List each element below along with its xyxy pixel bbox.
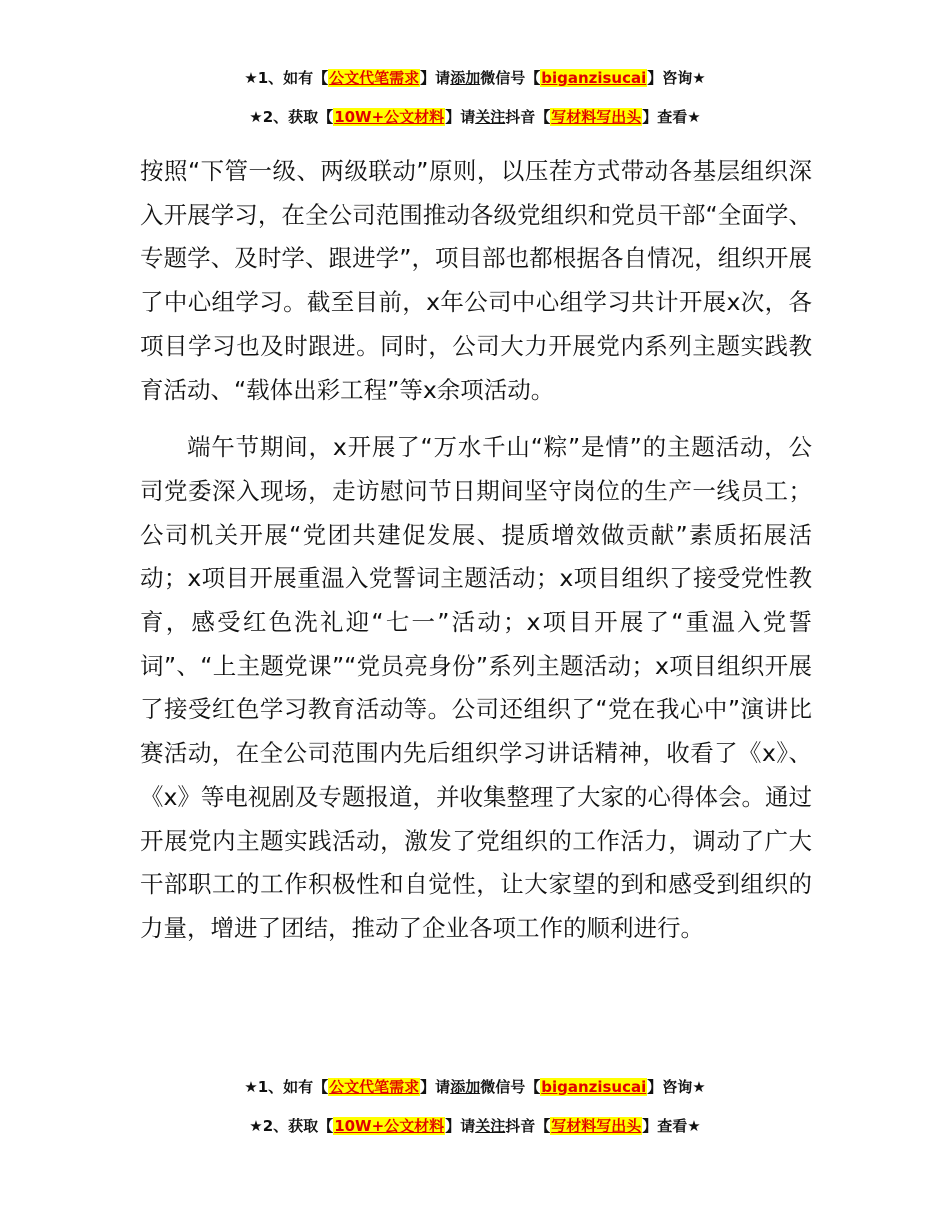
banner-highlight: 写材料写出头 [551, 108, 642, 126]
banner-highlight: biganzisucai [541, 69, 647, 87]
header-banner-line-2 [0, 107, 950, 127]
footer-banner-line-1 [0, 1077, 950, 1097]
banner-text: 微信号【 [480, 1078, 541, 1096]
body-paragraph-1: 按照“下管一级、两级联动”原则，以压茬方式带动各基层组织深入开展学习，在全公司范围推动各级党组织和党员干部“全面学、专题学、及时学、跟进学”，项目部也都根据各自情况，组织开展了中心组学习。截至目前，x年公司中心组学习共计开展x次，各项目学习也及时跟进。同时，公司大力开展党内系列主题实践教育活动、“载体出彩工程”等x余项活动。 [140, 157, 812, 404]
banner-text: 】请 [445, 1117, 476, 1135]
document-body [140, 150, 812, 951]
banner-text: 抖音【 [505, 1117, 551, 1135]
banner-highlight: 10W+公文材料 [334, 1117, 445, 1135]
banner-highlight: 公文代笔需求 [329, 1078, 420, 1096]
banner-underline: 添加 [450, 1078, 481, 1096]
banner-text: 微信号【 [480, 69, 541, 87]
banner-text: 抖音【 [505, 108, 551, 126]
banner-highlight: 公文代笔需求 [329, 69, 420, 87]
banner-text: 】咨询★ [647, 1078, 706, 1096]
banner-highlight: 10W+公文材料 [334, 108, 445, 126]
banner-underline: 添加 [450, 69, 481, 87]
banner-text: ★2、获取【 [249, 108, 334, 126]
body-paragraph-2: 端午节期间，x开展了“万水千山“粽”是情”的主题活动，公司党委深入现场，走访慰问节日期间坚守岗位的生产一线员工；公司机关开展“党团共建促发展、提质增效做贡献”素质拓展活动；x项目开展重温入党誓词主题活动；x项目组织了接受党性教育，感受红色洗礼迎“七一”活动；x项目开展了“重温入党誓词”、“上主题党课”“党员亮身份”系列主题活动；x项目组织开展了接受红色学习教育活动等。公司还组织了“党在我心中”演讲比赛活动，在全公司范围内先后组织学习讲话精神，收看了《x》、《x》等电视剧及专题报道，并收集整理了大家的心得体会。通过开展党内主题实践活动，激发了党组织的工作活力，调动了广大干部职工的工作积极性和自觉性，让大家望的到和感受到组织的力量，增进了团结，推动了企业各项工作的顺利进行。 [140, 433, 812, 942]
banner-text: ★1、如有【 [244, 1078, 329, 1096]
footer-banner-line-2 [0, 1116, 950, 1136]
banner-underline: 关注 [475, 108, 506, 126]
banner-text: 】请 [445, 108, 476, 126]
banner-text: 】查看★ [642, 1117, 701, 1135]
banner-text: ★2、获取【 [249, 1117, 334, 1135]
banner-text: 】咨询★ [647, 69, 706, 87]
banner-text: ★1、如有【 [244, 69, 329, 87]
banner-highlight: biganzisucai [541, 1078, 647, 1096]
banner-underline: 关注 [475, 1117, 506, 1135]
header-banner-line-1 [0, 68, 950, 88]
banner-text: 】查看★ [642, 108, 701, 126]
banner-highlight: 写材料写出头 [551, 1117, 642, 1135]
banner-text: 】请 [420, 69, 451, 87]
banner-text: 】请 [420, 1078, 451, 1096]
